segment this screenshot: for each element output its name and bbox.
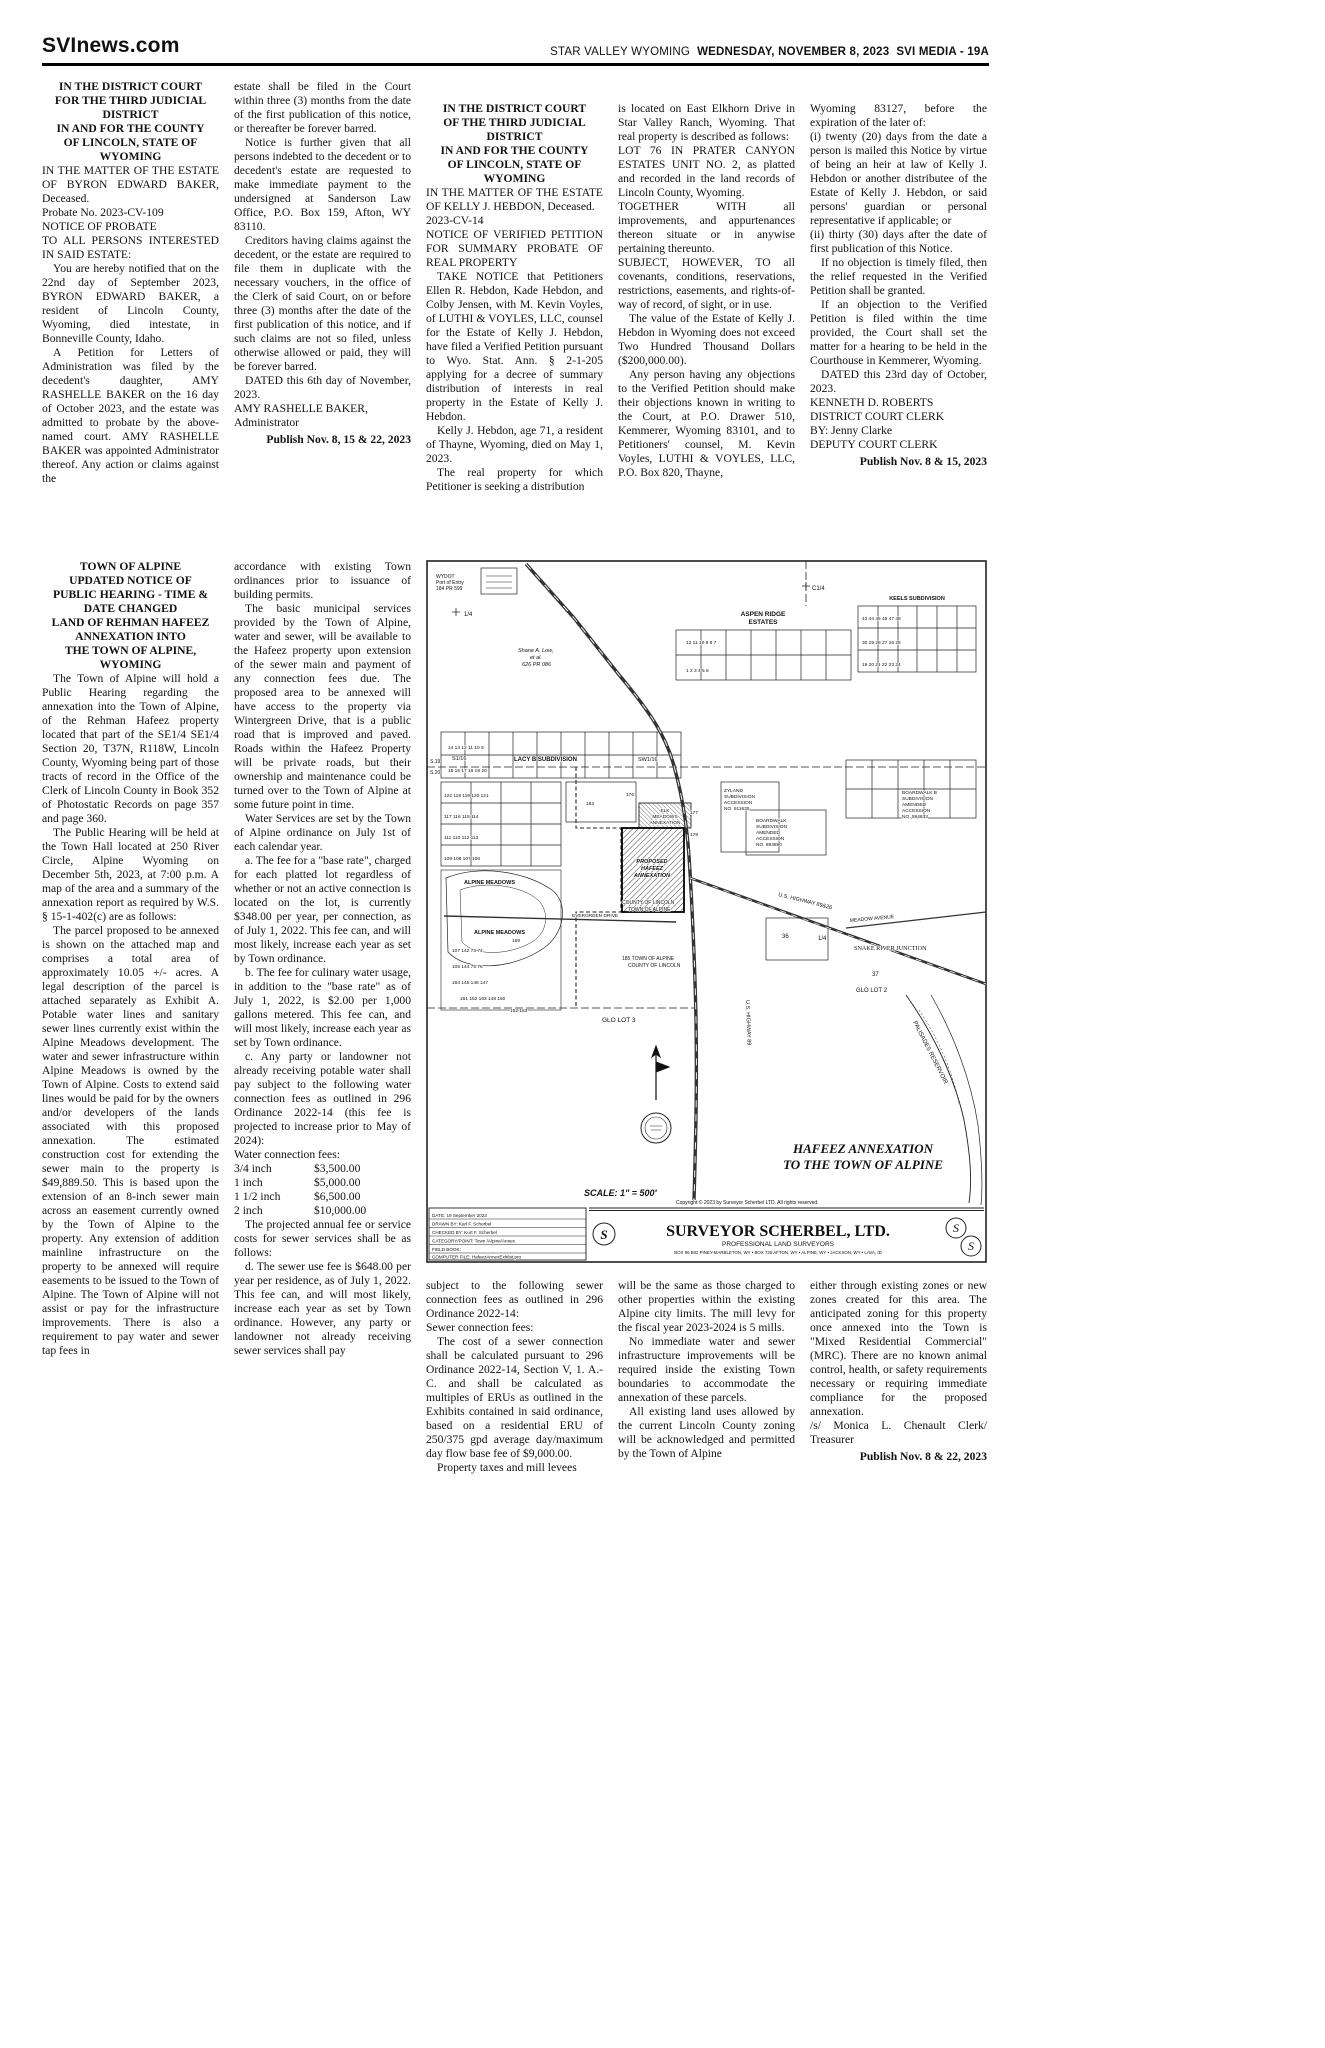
map-label: Shane A. Low, (518, 648, 554, 654)
map-label: NO. 893890 (756, 843, 782, 848)
map-label: 105 144 75 76 (452, 965, 483, 970)
notice-paragraph: DATED this 23rd day of October, 2023. (810, 368, 987, 395)
notice-paragraph: will be the same as those charged to other properties within the existing Alpine city limits. The mill levy for the fiscal year 2023-2024 is 5 mills. (618, 1279, 795, 1334)
map-label: 626 PR 086 (522, 662, 552, 668)
notice-paragraph: Creditors having claims against the decedent, or the estate are required to file them in duplicate with the necessary vouchers, in the office of the Clerk of said Court, on or before three (3) months after the date of the first publication of this notice, and if such claims are not so filed, unless otherwise allowed or paid, they will be forever barred. (234, 234, 411, 373)
map-info-category: CATEGORY/POINT: Town /Alpine/Annex. (432, 1238, 517, 1244)
notice-paragraph: SUBJECT, HOWEVER, TO all covenants, conditions, reservations, restrictions, easements, and rights-of-way of record, of sight, or in use. (618, 256, 795, 311)
notice-heading: FOR THE THIRD JUDICIAL (54, 94, 207, 107)
map-label: U.S. HIGHWAY 89&26 (777, 892, 833, 912)
fee-amount: $5,000.00 (314, 1176, 361, 1189)
notice-paragraph: KENNETH D. ROBERTS (810, 396, 934, 409)
fee-row (234, 1190, 411, 1204)
map-title: TO THE TOWN OF ALPINE (783, 1157, 943, 1172)
site-logo: SVInews.com (42, 34, 180, 57)
map-label: TOWN OF ALPINE (628, 907, 671, 913)
map-label: U.S. HIGHWAY 89 (744, 999, 752, 1046)
notice-paragraph: a. The fee for a "base rate", charged for each platted lot regardless of whether or not an active connection is located on the lot, is currently $348.00 per year, per connection, as of July 1, 2022. This fee can, and will most likely, increase each year as set by Town ordinance. (234, 854, 411, 965)
notice-paragraph: b. The fee for culinary water usage, in addition to the "base rate" as of July 1, 2022, is $2.00 per 1,000 gallons metered. This fee can, and will most likely, increase each year as set by Town ordinance. (234, 966, 411, 1049)
notice-paragraph: NOTICE OF VERIFIED PETITION FOR SUMMARY PROBATE OF REAL PROPERTY (426, 228, 603, 269)
alpine-annexation-notice (42, 560, 989, 1475)
map-label: 152 153 (510, 1009, 528, 1014)
dateline-page-number: SVI MEDIA - 19A (896, 46, 989, 58)
map-label: ACCESSION (902, 809, 931, 814)
notice-heading: WYOMING (483, 172, 546, 185)
map-label: KEELS SUBDIVISION (889, 596, 945, 602)
map-label: 185 TOWN OF ALPINE (622, 956, 675, 962)
map-label: 111 110 112 113 (444, 836, 479, 841)
town-boundary-line (576, 767, 621, 1008)
surveyor-monogram: S (968, 1239, 974, 1253)
notice-heading: IN THE DISTRICT COURT (58, 80, 203, 93)
map-label: LACY B SUBDIVISION (514, 757, 577, 763)
surveyor-monogram: S (953, 1221, 959, 1235)
notice-paragraph: Probate No. 2023-CV-109 (42, 206, 164, 219)
map-label: ASPEN RIDGE (740, 611, 786, 618)
surveyor-seal (641, 1113, 671, 1143)
newspaper-page (42, 34, 989, 1475)
map-label: S.19 (430, 759, 441, 765)
map-label: C1/4 (812, 586, 825, 592)
notice-paragraph: The real property for which Petitioner is seeking a distribution (426, 466, 603, 493)
map-label: GLO LOT 2 (856, 988, 887, 994)
notice-heading: ANNEXATION INTO (75, 630, 186, 643)
map-title: HAFEEZ ANNEXATION (792, 1141, 934, 1156)
map-info-date: DATE: 19 September 2023 (432, 1213, 487, 1218)
map-label: NO. 911635 (724, 807, 750, 812)
map-label: 164 145 146 147 (452, 981, 489, 986)
top-legal-notices (42, 80, 989, 538)
map-label: 36 (782, 934, 789, 940)
map-label: MEADOW AVENUE (849, 914, 895, 924)
alpine-meadows-roads (441, 870, 562, 1010)
notice-paragraph: The basic municipal services provided by the Town of Alpine, water and sewer, will be available to the Hafeez property upon extension of the sewer main and payment of any connection fees due. The proposed area to be annexed will have access to the property via Wintergreen Drive, that is a public road that is improved and paved. Roads within the Hafeez Property will be private roads, but their ownership and maintenance could be turned over to the Town of Alpine at some future point in time. (234, 602, 411, 811)
map-label: MEADOWS (652, 815, 678, 820)
map-label: 37 (872, 972, 879, 978)
notice-alpine-column-2 (234, 560, 411, 1358)
fee-label: 1 inch (234, 1176, 263, 1189)
notice-paragraph: TAKE NOTICE that Petitioners Ellen R. Hebdon, Kade Hebdon, and Colby Jensen, with M. Kevin Voyles, of LUTHI & VOYLES, LLC, counsel for the Estate of Kelly J. Hebdon, have filed a Verified Petition pursuant to Wyo. Stat. Ann. § 2-1-205 applying for a decree of summary distribution of interests in real property in the Estate of Kelly J. Hebdon. (426, 270, 603, 423)
notice-heading: LAND OF REHMAN HAFEEZ (51, 616, 210, 629)
notice-paragraph: Administrator (234, 416, 300, 429)
map-label: 117 116 115 114 (444, 815, 479, 820)
notice-heading: IN AND FOR THE COUNTY (56, 122, 205, 135)
map-label: PALISADES RESERVOIR (911, 1020, 949, 1086)
surveyor-address: BOX 96 BIG PINEY-MARBLETON, WY • BOX 725 AFTON, WY • ALPINE, WY • JACKSON, WY • LAVA, ID (674, 1250, 882, 1255)
notice-paragraph: All existing land uses allowed by the current Lincoln County zoning will be acknowledged and permitted by the Town of Alpine (618, 1405, 795, 1460)
notice-paragraph: c. Any party or landowner not already receiving potable water shall pay subject to the following water connection fees as outlined in 296 Ordinance 2022-14 (this fee is projected to increase prior to May of 2024): (234, 1050, 411, 1147)
highway-roads (444, 564, 986, 1200)
map-label: ACCESSION (756, 837, 785, 842)
notice-paragraph: Water Services are set by the Town of Alpine ordinance on July 1st of each calendar year. (234, 812, 411, 853)
publish-line: Publish Nov. 8 & 22, 2023 (859, 1450, 987, 1463)
plat-map-svg (426, 560, 987, 1263)
fee-label: 3/4 inch (234, 1162, 272, 1175)
map-label: ALPINE MEADOWS (474, 930, 526, 936)
map-label: 178 (690, 833, 699, 838)
map-label: NO. 594633 (902, 815, 928, 820)
port-of-entry-building (481, 568, 517, 594)
notice-baker-column-1 (42, 80, 219, 538)
map-label: 12 11 10 9 8 7 (686, 641, 717, 646)
map-label: 30 29 28 27 26 25 (862, 641, 901, 646)
notice-paragraph: Sewer connection fees: (426, 1321, 534, 1334)
notice-paragraph: If an objection to the Verified Petition is filed within the time provided, the Court shall set the matter for a hearing to be held in the Courthouse in Kemmerer, Wyoming. (810, 298, 987, 367)
notice-paragraph: DISTRICT COURT CLERK (810, 410, 945, 423)
dateline-region: STAR VALLEY WYOMING (550, 46, 691, 58)
notice-paragraph: estate shall be filed in the Court within three (3) months from the date of the first publication of this notice, or thereafter be forever barred. (234, 80, 411, 135)
notice-paragraph: DATED this 6th day of November, 2023. (234, 374, 411, 401)
notice-baker-column-2 (234, 80, 411, 538)
map-label: SUBDIVISION (724, 795, 755, 800)
notice-paragraph: accordance with existing Town ordinances prior to issuance of building permits. (234, 560, 411, 601)
notice-heading: IN AND FOR THE COUNTY (440, 144, 589, 157)
map-label: ESTATES (748, 619, 778, 626)
surveyor-monogram: S (600, 1227, 608, 1242)
map-label: Port of Entry (436, 580, 464, 586)
map-label: 19 20 21 22 23 24 (862, 663, 901, 668)
map-label: 14 13 12 11 10 9 (448, 746, 484, 751)
notice-heading: IN THE DISTRICT COURT (442, 102, 587, 115)
notice-alpine-column-5 (810, 1279, 987, 1475)
notice-hebdon-column-2 (618, 80, 795, 538)
masthead-rule (42, 63, 989, 66)
notice-paragraph: The Town of Alpine will hold a Public Hearing regarding the annexation into the Town of Alpine, of the Rehman Hafeez property located that part of the SE1/4 SE1/4 Section 20, T37N, R118W, Lincoln County, Wyoming being part of those tracts of record in the Office of the Clerk of Lincoln County in Book 352 of Photostatic Records on page 357 and page 360. (42, 672, 219, 825)
map-label: 15 16 17 18 19 20 (448, 769, 487, 774)
map-label: 161 162 163 148 150 (460, 997, 506, 1002)
notice-paragraph: The projected annual fee or service costs for sewer services shall be as follows: (234, 1218, 411, 1259)
map-label: 177 (690, 811, 699, 816)
notice-hebdon-column-1 (426, 80, 603, 538)
map-label: 169 (512, 939, 521, 944)
notice-paragraph: Wyoming 83127, before the expiration of the later of: (810, 102, 987, 129)
notice-paragraph: subject to the following sewer connection fees as outlined in 296 Ordinance 2022-14: (426, 1279, 603, 1320)
notice-paragraph: BY: Jenny Clarke (810, 424, 893, 437)
map-info-computer-file: COMPUTER FILE: HafeezAnnexExhibit.pro (432, 1254, 522, 1260)
map-label: EVERGREEN DRIVE (572, 914, 619, 919)
notice-paragraph: IN THE MATTER OF THE ESTATE OF KELLY J. HEBDON, Deceased. (426, 186, 603, 213)
alpine-notice-continued (426, 1279, 987, 1475)
notice-paragraph: You are hereby notified that on the 22nd day of September 2023, BYRON EDWARD BAKER, a resident of Lincoln County, Wyoming, died intestate, in Bonneville County, Idaho. (42, 262, 219, 345)
map-label: ZYLAND (724, 789, 743, 794)
map-label: 107 142 73 74 (452, 949, 483, 954)
fee-amount: $6,500.00 (314, 1190, 361, 1203)
notice-paragraph: 2023-CV-14 (426, 214, 484, 227)
map-label: COUNTY OF LINCOLN (628, 963, 681, 969)
notice-heading: OF LINCOLN, STATE OF (63, 136, 198, 149)
notice-paragraph: IN THE MATTER OF THE ESTATE OF BYRON EDWARD BAKER, Deceased. (42, 164, 219, 205)
map-label: PROPOSED (636, 859, 668, 865)
surveyor-name: SURVEYOR SCHERBEL, LTD. (666, 1223, 890, 1240)
notice-heading: DATE CHANGED (83, 602, 178, 615)
notice-paragraph: AMY RASHELLE BAKER, (234, 402, 368, 415)
notice-paragraph: The parcel proposed to be annexed is shown on the attached map and comprises a total area of approximately 10.05 +/- acres. A legal description of the parcel is attached separately as Exhibit A. Potable water lines and sanitary sewer lines currently exist within the Alpine Meadows development. The water and sewer infrastructure within Alpine Meadows is owned by the Town of Alpine. Costs to extend said lines would be paid for by the owners and/or developers of the lands associated with this proposed annexation. The estimated construction cost for extending the sewer main to the property is $49,889.50. This is based upon the extension of an 8-inch sewer main across an easement currently owned by the Town of Alpine to the property. Any extension of addition mainline infrastructure on the property to be annexed will require easements to be issued to the Town of Alpine. The Town of Alpine will not assist or pay for the infrastructure improvements. There is also a requirement to pay water and sewer tap fees in (42, 924, 219, 1357)
notice-paragraph: is located on East Elkhorn Drive in Star Valley Ranch, Wyoming. That real property is described as follows: (618, 102, 795, 143)
notice-heading: DISTRICT (102, 108, 159, 121)
map-area (426, 560, 987, 1475)
notice-hebdon-column-3 (810, 80, 987, 538)
map-label: 43 44 45 46 47 48 (862, 617, 901, 622)
notice-alpine-column-1 (42, 560, 219, 1358)
map-label: ANNEXATION (649, 821, 681, 826)
map-info-drawn-by: DRAWN BY: Karl F. Scherbel (432, 1221, 492, 1227)
notice-heading: OF THE THIRD JUDICIAL (443, 116, 586, 129)
notice-heading: PUBLIC HEARING - TIME & (52, 588, 209, 601)
notice-paragraph: A Petition for Letters of Administration was filed by the decedent's daughter, AMY RASHELLE BAKER on the 16 day of October 2023, and the estate was admitted to probate by the above-named court. AMY RASHELLE BAKER was appointed Administrator thereof. Any action or claims against the (42, 346, 219, 485)
map-label: COUNTY OF LINCOLN (622, 900, 675, 906)
notice-paragraph: The cost of a sewer connection shall be calculated pursuant to 296 Ordinance 2022-14, Section V, 1. A.-C. and shall be calculated as multiples of ERUs as outlined in the Exhibits contained in said ordinance, based on a residential ERU of 250/375 gpd average day/maximum day flow base fee of $9,000.00. (426, 1335, 603, 1460)
map-label: ACCESSION (724, 801, 753, 806)
notice-alpine-column-4 (618, 1279, 795, 1475)
north-arrow (652, 1046, 669, 1100)
map-label: SW1/16 (638, 757, 658, 763)
notice-paragraph: (i) twenty (20) days from the date a person is mailed this Notice by virtue of being an heir at law of Kelly J. Hebdon or another distributee of the Estate of Kelly J. Hebdon, or said persons' guardian or personal representative if applicable; or (810, 130, 987, 227)
map-label: WYDOT (436, 574, 455, 580)
fee-row (234, 1162, 411, 1176)
map-label: AMENDED (902, 803, 926, 808)
map-label: et al. (530, 655, 542, 661)
dateline-date: WEDNESDAY, NOVEMBER 8, 2023 (697, 46, 890, 58)
map-label: ELK (660, 809, 670, 814)
notice-paragraph: Water connection fees: (234, 1148, 340, 1161)
map-label: 1 2 3 4 5 6 (686, 669, 709, 674)
notice-paragraph: TOGETHER WITH all improvements, and appurtenances thereon situate or in anywise pertaining thereunto. (618, 200, 795, 255)
map-label: 184 PR 599 (436, 586, 463, 592)
map-info-checked-by: CHECKED BY: Kurt F. Scherbel (432, 1230, 497, 1235)
masthead (42, 34, 989, 58)
notice-paragraph: d. The sewer use fee is $648.00 per year per residence, as of July 1, 2022. This fee can, and will most likely, increase each year as set by Town ordinance. However, any party or landowner not already receiving sewer services shall pay (234, 1260, 411, 1357)
notice-heading: TOWN OF ALPINE (79, 560, 182, 573)
notice-paragraph: TO ALL PERSONS INTERESTED IN SAID ESTATE: (42, 234, 219, 261)
map-label: GLO LOT 3 (602, 1017, 636, 1024)
map-label: 183 (586, 802, 595, 807)
notice-alpine-column-3 (426, 1279, 603, 1475)
notice-paragraph: DEPUTY COURT CLERK (810, 438, 938, 451)
fee-row (234, 1176, 411, 1190)
map-label: HAFEEZ (641, 866, 663, 872)
notice-heading: WYOMING (99, 658, 162, 671)
notice-paragraph: Property taxes and mill levees (437, 1461, 577, 1474)
notice-paragraph: The value of the Estate of Kelly J. Hebdon in Wyoming does not exceed Two Hundred Thousand Dollars ($200,000.00). (618, 312, 795, 367)
notice-heading: THE TOWN OF ALPINE, (64, 644, 197, 657)
notice-heading: DISTRICT (486, 130, 543, 143)
map-label: 176 (626, 793, 635, 798)
fee-label: 1 1/2 inch (234, 1190, 281, 1203)
publish-line: Publish Nov. 8, 15 & 22, 2023 (266, 433, 411, 446)
fee-label: 2 inch (234, 1204, 263, 1217)
map-label: S1/16 (452, 756, 467, 762)
notice-paragraph: No immediate water and sewer infrastructure improvements will be required inside the existing Town boundaries to accommodate the annexation of these parcels. (618, 1335, 795, 1404)
map-label: 1/4 (464, 612, 473, 618)
fee-amount: $3,500.00 (314, 1162, 361, 1175)
notice-paragraph: /s/ Monica L. Chenault Clerk/ Treasurer (810, 1419, 987, 1446)
notice-paragraph: NOTICE OF PROBATE (42, 220, 157, 233)
map-label: BOARDWALK B (902, 791, 938, 796)
map-label: 122 118 119 120 121 (444, 794, 489, 799)
notice-paragraph: Any person having any objections to the Verified Petition should make their objections known in writing to the Court, at P.O. Drawer 510, Kemmerer, Wyoming 83101, and to Petitioners' counsel, M. Kevin Voyles, LUTHI & VOYLES, LLC, P.O. Box 820, Thayne, (618, 368, 795, 479)
notice-paragraph: If no objection is timely filed, then the relief requested in the Verified Petition shall be granted. (810, 256, 987, 297)
map-label: 1/4 (818, 936, 827, 942)
map-copyright: Copyright © 2023 by Surveyor Scherbel LTD. All rights reserved. (676, 1200, 819, 1206)
notice-paragraph: Notice is further given that all persons indebted to the decedent or to decedent's estate are requested to make immediate payment to the undersigned at Sanderson Law Office, P.O. Box 159, Afton, WY 83110. (234, 136, 411, 233)
map-label: BOARDWALK (756, 819, 787, 824)
map-label: SNAKE RIVER JUNCTION (854, 945, 927, 952)
map-label: SUBDIVISION (902, 797, 933, 802)
surveyor-subtitle: PROFESSIONAL LAND SURVEYORS (722, 1241, 834, 1248)
map-label: ALPINE MEADOWS (464, 880, 516, 886)
fee-row (234, 1204, 411, 1218)
map-label: AMENDED (756, 831, 780, 836)
notice-heading: UPDATED NOTICE OF (69, 574, 192, 587)
map-label: S.20 (430, 770, 441, 776)
notice-heading: WYOMING (99, 150, 162, 163)
publish-line: Publish Nov. 8 & 15, 2023 (859, 455, 987, 468)
dateline (543, 46, 989, 58)
notice-paragraph: (ii) thirty (30) days after the date of first publication of this Notice. (810, 228, 987, 255)
notice-paragraph: Kelly J. Hebdon, age 71, a resident of Thayne, Wyoming, died on May 1, 2023. (426, 424, 603, 465)
notice-paragraph: either through existing zones or new zones created for this area. The anticipated zoning for this property once annexed into the Town is "Mixed Residential Commercial" (MRC). There are no known animal control, health, or safety requirements necessary or requiring immediate compliance for the proposed annexation. (810, 1279, 987, 1418)
notice-heading: OF LINCOLN, STATE OF (447, 158, 582, 171)
map-label: ANNEXATION (634, 873, 670, 879)
notice-paragraph: The Public Hearing will be held at the Town Hall located at 250 River Circle, Alpine Wyoming on December 5th, 2023, at 7:00 p.m. A map of the area and a summary of the annexation report as required by W.S. § 15-1-402(c) are as follows: (42, 826, 219, 923)
map-label: SUBDIVISION (756, 825, 787, 830)
map-info-field-book: FIELD BOOK: (432, 1247, 461, 1252)
notice-paragraph: LOT 76 IN PRATER CANYON ESTATES UNIT NO. 2, as platted and recorded in the land records of Lincoln County, Wyoming. (618, 144, 795, 199)
map-label: 109 108 107 106 (444, 857, 481, 862)
fee-amount: $10,000.00 (314, 1204, 367, 1217)
map-scale: SCALE: 1" = 500' (584, 1188, 657, 1198)
